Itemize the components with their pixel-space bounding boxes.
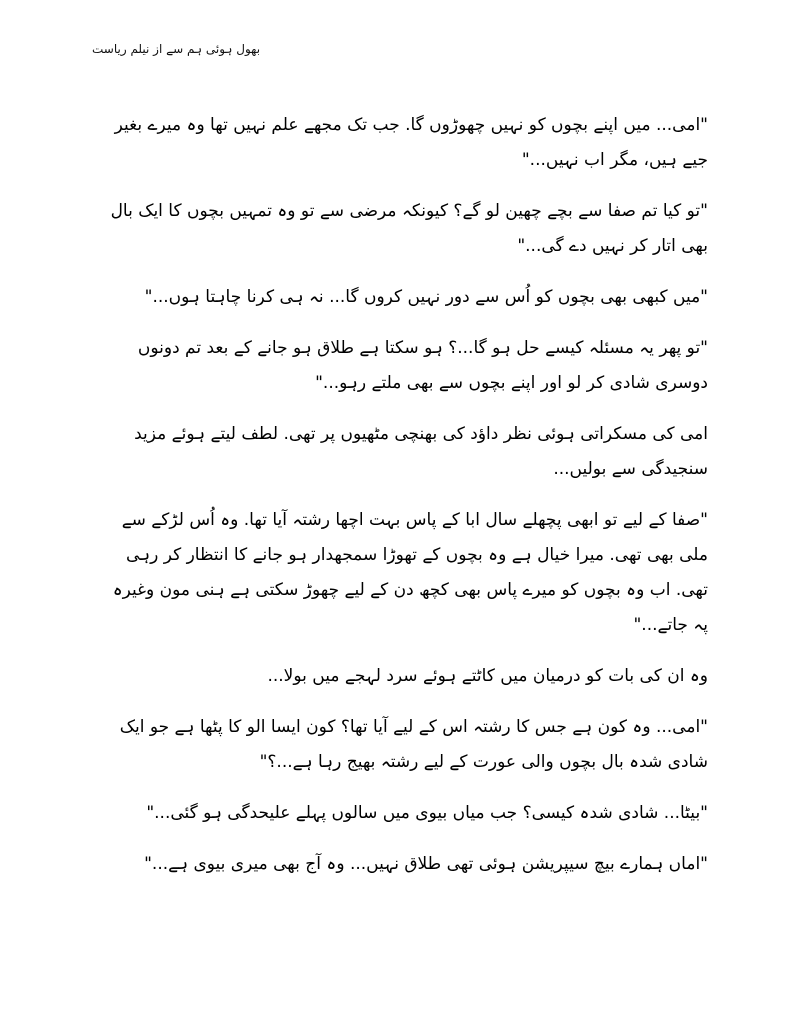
paragraph: "امی... وہ کون ہے جس کا رشتہ اس کے لیے آیا تھا؟ کون ایسا الو کا پٹھا ہے جو ایک شادی شدہ بال بچوں والی عورت کے لیے رشتہ بھیج رہا ہے...؟": [119, 717, 708, 772]
paragraph: "تو کیا تم صفا سے بچے چھین لو گے؟ کیونکہ مرضی سے تو وہ تمہیں بچوں کا ایک بال بھی اتار کر نہیں دے گی...": [110, 201, 708, 256]
story-text: [96, 108, 708, 898]
paragraph: "تو پھر یہ مسئلہ کیسے حل ہو گا...؟ ہو سکتا ہے طلاق ہو جانے کے بعد تم دونوں دوسری شادی کر لو اور اپنے بچوں سے بھی ملتے رہو...": [137, 338, 708, 393]
page-header-title: بھول ہوئی ہم سے از نیلم ریاست: [92, 42, 261, 56]
paragraph: امی کی مسکراتی ہوئی نظر داؤد کی بھنچی مٹھیوں پر تھی. لطف لیتے ہوئے مزید سنجیدگی سے بولیں...: [134, 424, 708, 479]
paragraph: "بیٹا... شادی شدہ کیسی؟ جب میاں بیوی میں سالوں پہلے علیحدگی ہو گئی...": [146, 803, 708, 823]
paragraph: "امی... میں اپنے بچوں کو نہیں چھوڑوں گا. جب تک مجھے علم نہیں تھا وہ میرے بغیر جیے ہیں، مگر اب نہیں...": [114, 115, 708, 170]
paragraph: وہ ان کی بات کو درمیان میں کاٹتے ہوئے سرد لہجے میں بولا...: [267, 666, 708, 686]
paragraph: "اماں ہمارے بیچ سیپریشن ہوئی تھی طلاق نہیں... وہ آج بھی میری بیوی ہے...": [144, 854, 708, 874]
paragraph: "میں کبھی بھی بچوں کو اُس سے دور نہیں کروں گا... نہ ہی کرنا چاہتا ہوں...": [144, 287, 708, 307]
paragraph: "صفا کے لیے تو ابھی پچھلے سال ابا کے پاس بہت اچھا رشتہ آیا تھا. وہ اُس لڑکے سے ملی بھی تھی. میرا خیال ہے وہ بچوں کے تھوڑا سمجھدار ہو جانے کا انتظار کر رہی تھی. اب وہ بچوں کو میرے پاس بھی کچھ دن کے لیے چھوڑ سکتی ہے ہنی مون وغیرہ پہ جاتے...": [112, 510, 708, 635]
